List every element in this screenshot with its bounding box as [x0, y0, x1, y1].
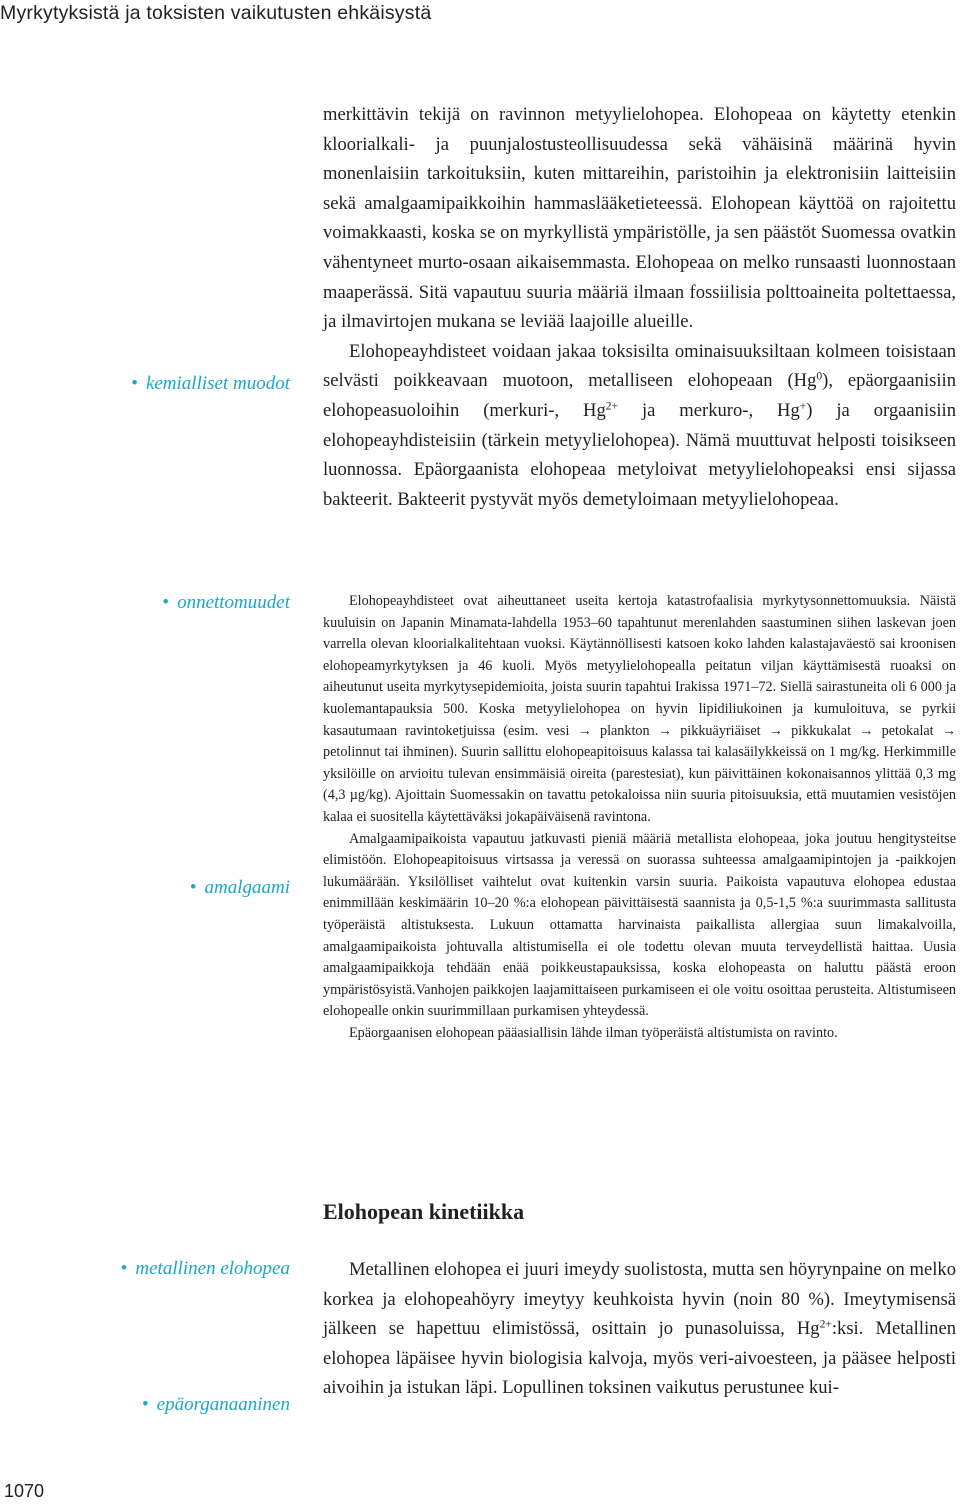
margin-note-label: metallinen elohopea — [135, 1258, 290, 1279]
margin-note-label: onnettomuudet — [177, 592, 290, 613]
page-number: 1070 — [4, 1481, 45, 1501]
body-paragraph: Elohopeayhdisteet voidaan jakaa toksisilta ominaisuuksiltaan kolmeen toisistaan selvästi poikkeavaan muotoon, metalliseen elohopeaan (Hg$^0$), epäorgaanisiin elohopeasuoloihin (merkuri-, $Hg^{2+}$ ja merkuro-, Hg+) ja orgaanisiin elohopeayhdisteisiin (tärkein metyylielohopea). Nämä muuttuvat helposti toisikseen luonnossa. Epäorgaanista elohopeaa metyloivat metyylielohopeaksi ensi sijassa bakteerit. Bakteerit pystyvät myös demetyloimaan metyylielohopeaa. — [323, 340, 957, 510]
kinetics-text-block — [323, 1255, 956, 1403]
body-paragraph: Metallinen elohopea ei juuri imeydy suolistosta, mutta sen höyrynpaine on melko korkea ja elohopeahöyry imeytyy keuhkoista hyvin (noin 80 %). Imeytymisensä jälkeen se hapettuu elimistössä, osittain jo punasoluissa, $Hg^{2+}:ksi$. Metallinen elohopea läpäisee hyvin biologisia kalvoja, myös veri-aivoesteen, ja pääsee helposti aivoihin ja istukan läpi. Lopullinen toksinen vaikutus perustunee kui- — [323, 1259, 956, 1399]
margin-note-chemical-forms — [131, 373, 290, 395]
running-head: Myrkytyksistä ja toksisten vaikutusten ehkäisystä — [0, 2, 432, 24]
main-text-block — [323, 100, 956, 514]
body-paragraph: merkittävin tekijä on ravinnon metyylielohopea. Elohopeaa on käytetty etenkin kloorialkali- ja puunjalostusteollisuudessa sekä vähäisinä määrinä hyvin monenlaisiin tarkoituksiin, kuten mittareihin, paristoihin ja elektronisiin laitteisiin sekä amalgaamipaikkoihin hammaslääketieteessä. Elohopean käyttöä on rajoitettu voimakkaasti, koska se on myrkyllistä ympäristölle, ja sen päästöt Suomessa ovatkin vähentyneet murto-osaan aikaisemmasta. Elohopeaa on melko runsaasti luonnostaan maaperässä. Sitä vapautuu suuria määriä ilmaan fossiilisia polttoaineita poltettaessa, ja ilmavirtojen mukana se leviää laajoille alueille. — [323, 104, 956, 333]
bullet-icon: • — [142, 1394, 149, 1415]
arrow-right-icon: → — [768, 722, 783, 739]
margin-note-label: epäorganaaninen — [156, 1394, 290, 1415]
small-paragraph: Amalgaamipaikoista vapautuu jatkuvasti pieniä määriä metallista elohopeaa, joka joutuu hengitysteitse elimistöön. Elohopeapitoisuus virtsassa ja veressä on suorassa suhteessa amalgaamipintojen ja -paikkojen lukumäärään. Yksilölliset vaihtelut ovat kuitenkin varsin suuria. Paikoista vapautuva elohopea edustaa enimmillään keskimäärin 10–20 %:a elohopean päivittäisestä saannista ja 0,5-1,5 %:a suurimmasta sallitusta työperäistä altistuksesta. Lukuun ottamatta harvinaista paikallista allergiaa suun limakalvoilla, amalgaamipaikoista johtuvalla altistumisella ei ole todettu olevan muuta terveydellistä haittaa. Uusia amalgaamipaikkoja tehdään enää poikkeustapauksissa, koska elohopeasta on haluttu päästä eroon ympäristösyistä.Vanhojen paikkojen laajamittaiseen purkamiseen ei ole voitu osoittaa perusteita. Altistumiseen elohopealle onkin suurimmillaan purkamisen yhteydessä. — [323, 830, 956, 1020]
bullet-icon: • — [162, 592, 170, 613]
margin-note-inorganic — [142, 1394, 290, 1416]
bullet-icon: • — [189, 877, 197, 898]
margin-note-label: amalgaami — [204, 877, 290, 898]
margin-note-label: kemialliset muodot — [145, 373, 290, 394]
small-text-block — [323, 591, 956, 1044]
small-paragraph: Elohopeayhdisteet ovat aiheuttaneet useita kertoja katastrofaalisia myrkytysonnettomuuksia. Näistä kuuluisin on Japanin Minamata-lahdella 1953–60 tapahtunut merenlahden saastuminen siihen laskevan joen varrella olevan kloorialkalitehtaan vuoksi. Käytännöllisesti katsoen koko lahden kalastajaväestö sai kroonisen elohopeamyrkytyksen ja 46 kuoli. Myös metyylielohopealla peitatun viljan käyttämisestä ruoaksi on aiheutunut useita myrkytysepidemioita, joista suurin tapahtui Irakissa 1971–72. Siellä sairastuneita oli 6 000 ja kuolemantapauksia 500. Koska metyylielohopea on hyvin lipidiliukoinen ja kumuloituva, se pyrkii kasautumaan ravintoketjuissa (esim. vesi → plankton → pikkuäyriäiset → pikkukalat → petokalat → petolinnut tai ihminen). Suurin sallittu elohopeapitoisuus kalassa tai kalasäilykkeissä on 1 mg/kg. Herkimmille yksilöille on arvioitu tulevan ensimmäisiä oireita (parestesiat), kun päivittäinen kokonaisannos ylittää 0,3 mg (4,3 µg/kg). Ajoittain Suomessakin on tavattu petokaloissa niin suuria pitoisuuksia, että muutamien vesistöjen kalaa ei suositella käytettäväksi jokapäiväisenä ravintona. — [323, 593, 957, 825]
section-heading: Elohopean kinetiikka — [323, 1199, 525, 1224]
bullet-icon: • — [131, 373, 138, 394]
bullet-icon: • — [120, 1258, 128, 1279]
arrow-right-icon: → — [577, 722, 592, 739]
margin-note-amalgam — [190, 877, 290, 899]
margin-note-accidents — [162, 592, 290, 614]
arrow-right-icon: → — [941, 722, 957, 739]
small-paragraph: Epäorgaanisen elohopean pääasiallisin lähde ilman työperäistä altistumista on ravinto. — [349, 1024, 838, 1041]
margin-note-metallic-mercury — [121, 1258, 290, 1280]
arrow-right-icon: → — [859, 722, 874, 739]
arrow-right-icon: → — [657, 722, 673, 739]
